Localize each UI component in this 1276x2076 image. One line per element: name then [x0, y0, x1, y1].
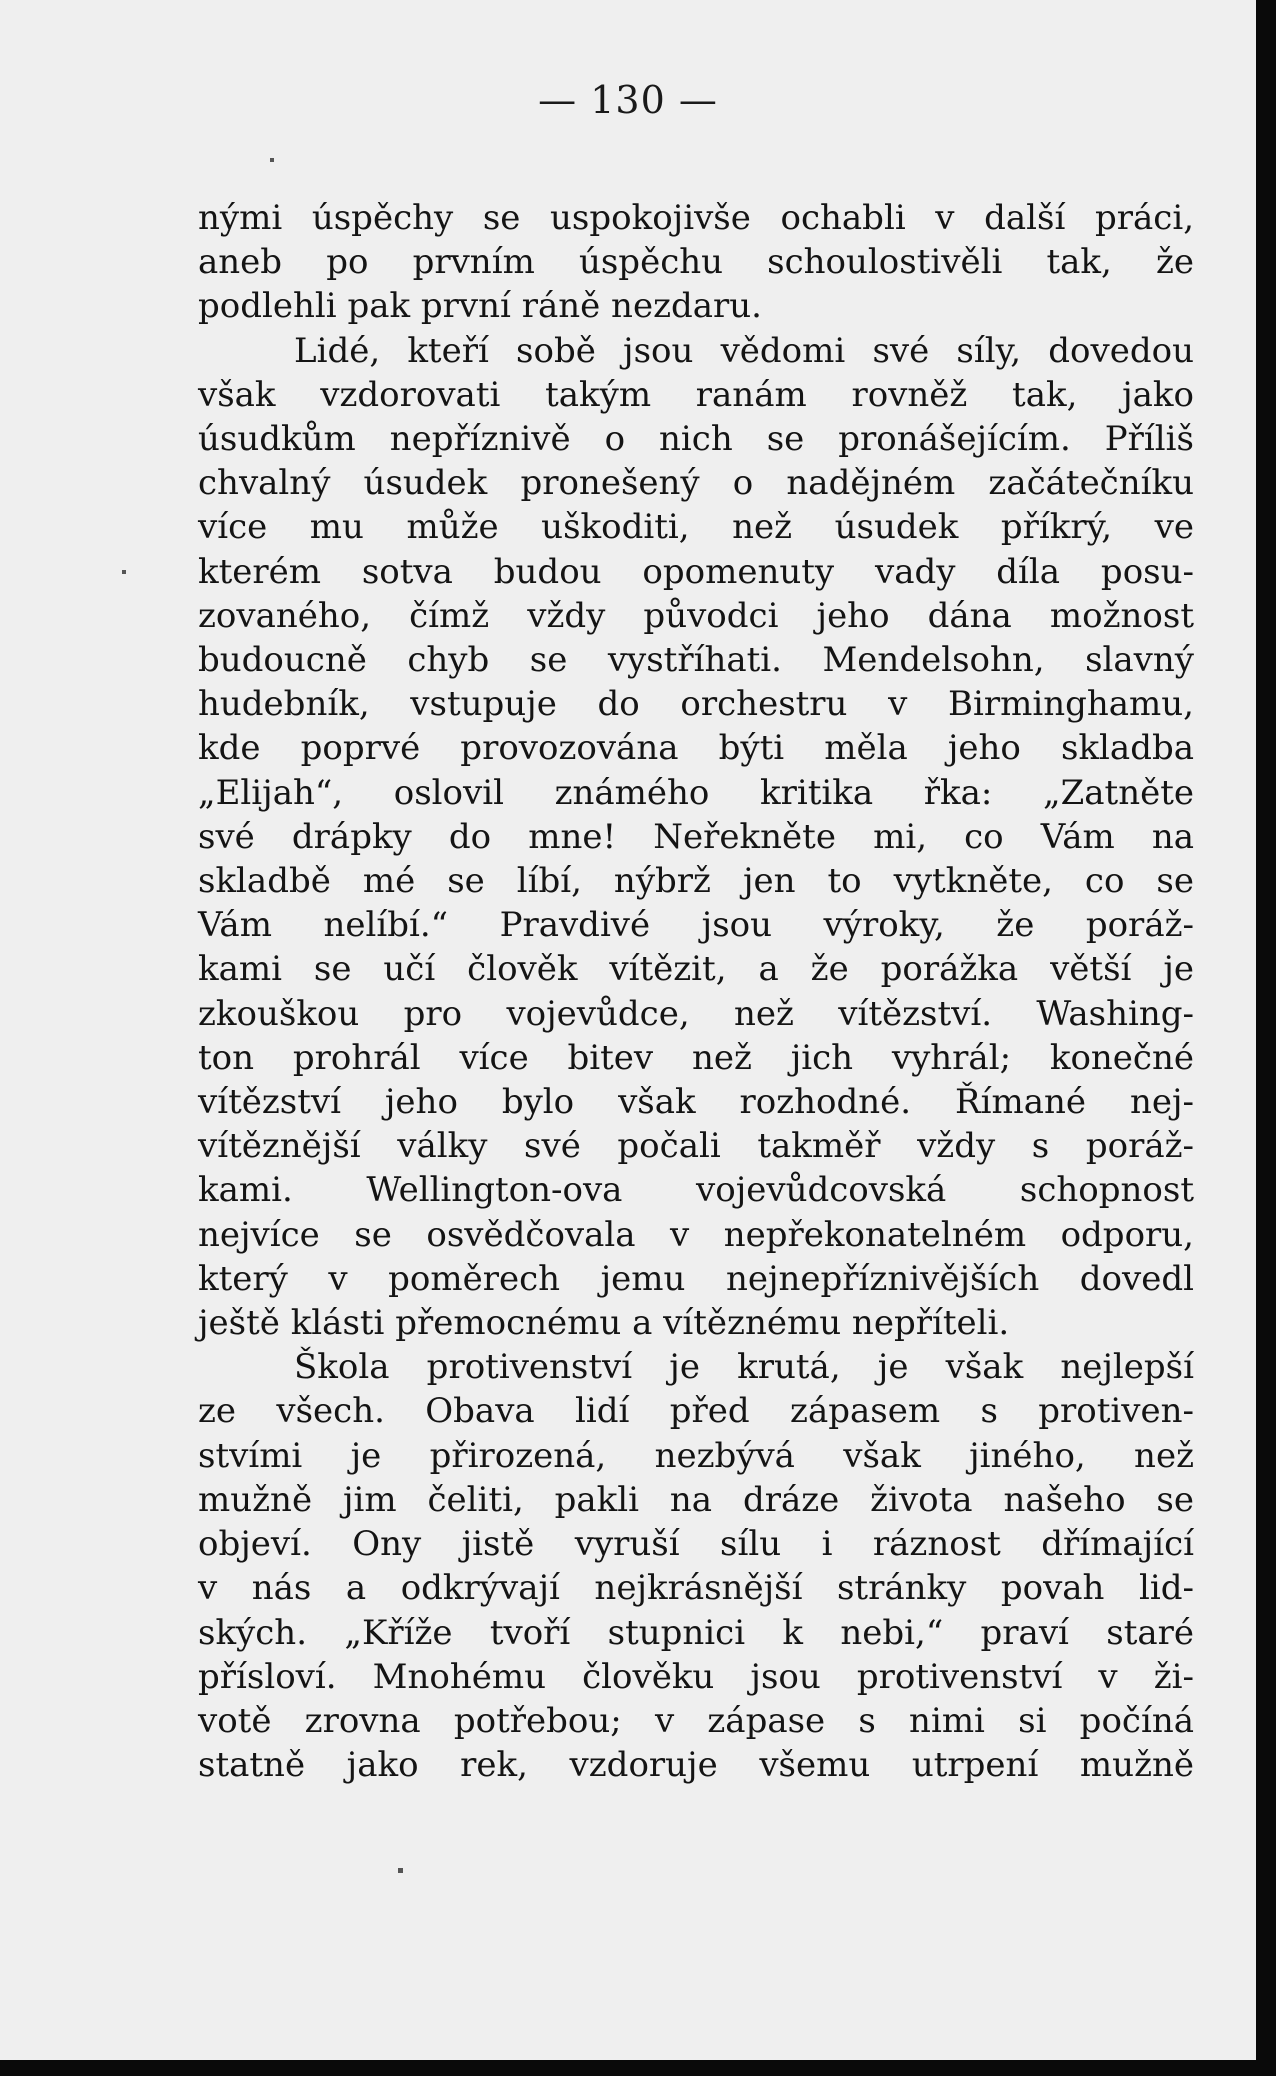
text-line: úsudkům nepříznivě o nich se pronášejícím. Příliš: [198, 419, 1194, 460]
text-line: „Elijah“, oslovil známého kritika řka: „Zatněte: [198, 772, 1194, 813]
text-line: podlehli pak první ráně nezdaru.: [198, 286, 762, 327]
text-line: zkouškou pro vojevůdce, než vítězství. Washing-: [198, 993, 1194, 1034]
text-line: chvalný úsudek pronešený o nadějném začátečníku: [198, 463, 1194, 504]
text-line: ských. „Kříže tvoří stupnici k nebi,“ praví staré: [198, 1612, 1194, 1653]
page-number: — 130 —: [538, 78, 718, 122]
text-line: ton prohrál více bitev než jich vyhrál; konečné: [198, 1037, 1194, 1078]
text-line: nými úspěchy se uspokojivše ochabli v další práci,: [198, 198, 1194, 238]
text-line: však vzdorovati takým ranám rovněž tak, jako: [198, 374, 1194, 415]
text-line: votě zrovna potřebou; v zápase s nimi si počíná: [198, 1700, 1194, 1741]
text-line: více mu může uškoditi, než úsudek příkrý, ve: [198, 507, 1194, 548]
left-margin-speck: [122, 570, 126, 574]
bottom-margin-speck: [398, 1868, 403, 1873]
text-line: kami. Wellington-ova vojevůdcovská schopnost: [198, 1170, 1194, 1211]
text-line: nejvíce se osvědčovala v nepřekonatelném odporu,: [198, 1214, 1194, 1255]
text-line: statně jako rek, vzdoruje všemu utrpení mužně: [198, 1745, 1194, 1786]
body-text: [198, 196, 1194, 1787]
text-line: přísloví. Mnohému člověku jsou protivenství v ži-: [198, 1656, 1194, 1697]
text-line: který v poměrech jemu nejnepříznivějších dovedl: [198, 1258, 1194, 1299]
text-line: Škola protivenství je krutá, je však nejlepší: [294, 1347, 1194, 1388]
text-line: v nás a odkrývají nejkrásnější stránky povah lid-: [198, 1568, 1194, 1609]
text-line: kami se učí člověk vítězit, a že porážka větší je: [198, 949, 1194, 990]
text-line: kde poprvé provozována býti měla jeho skladba: [198, 728, 1194, 769]
left-margin-speck: [270, 158, 274, 162]
text-line: své drápky do mne! Neřekněte mi, co Vám na: [198, 816, 1194, 857]
text-line: Vám nelíbí.“ Pravdivé jsou výroky, že poráž-: [198, 905, 1194, 946]
text-line: skladbě mé se líbí, nýbrž jen to vytkněte, co se: [198, 861, 1194, 902]
text-line: ještě klásti přemocnému a vítěznému nepříteli.: [198, 1303, 1010, 1344]
text-line: budoucně chyb se vystříhati. Mendelsohn, slavný: [198, 640, 1194, 681]
text-line: objeví. Ony jistě vyruší sílu i ráznost dřímající: [198, 1524, 1194, 1565]
text-line: mužně jim čeliti, pakli na dráze života našeho se: [198, 1479, 1194, 1520]
text-line: hudebník, vstupuje do orchestru v Birminghamu,: [198, 684, 1194, 725]
text-line: kterém sotva budou opomenuty vady díla posu-: [198, 551, 1194, 592]
text-line: aneb po prvním úspěchu schoulostivěli tak, že: [198, 242, 1194, 283]
text-line: zovaného, čímž vždy původci jeho dána možnost: [198, 595, 1194, 636]
text-line: vítězství jeho bylo však rozhodné. Římané nej-: [198, 1082, 1194, 1123]
text-line: ze všech. Obava lidí před zápasem s protiven-: [198, 1391, 1194, 1432]
text-line: vítěznější války své počali takměř vždy s poráž-: [198, 1126, 1194, 1167]
text-line: stvími je přirozená, nezbývá však jiného, než: [198, 1435, 1194, 1476]
text-line: Lidé, kteří sobě jsou vědomi své síly, dovedou: [294, 330, 1194, 371]
